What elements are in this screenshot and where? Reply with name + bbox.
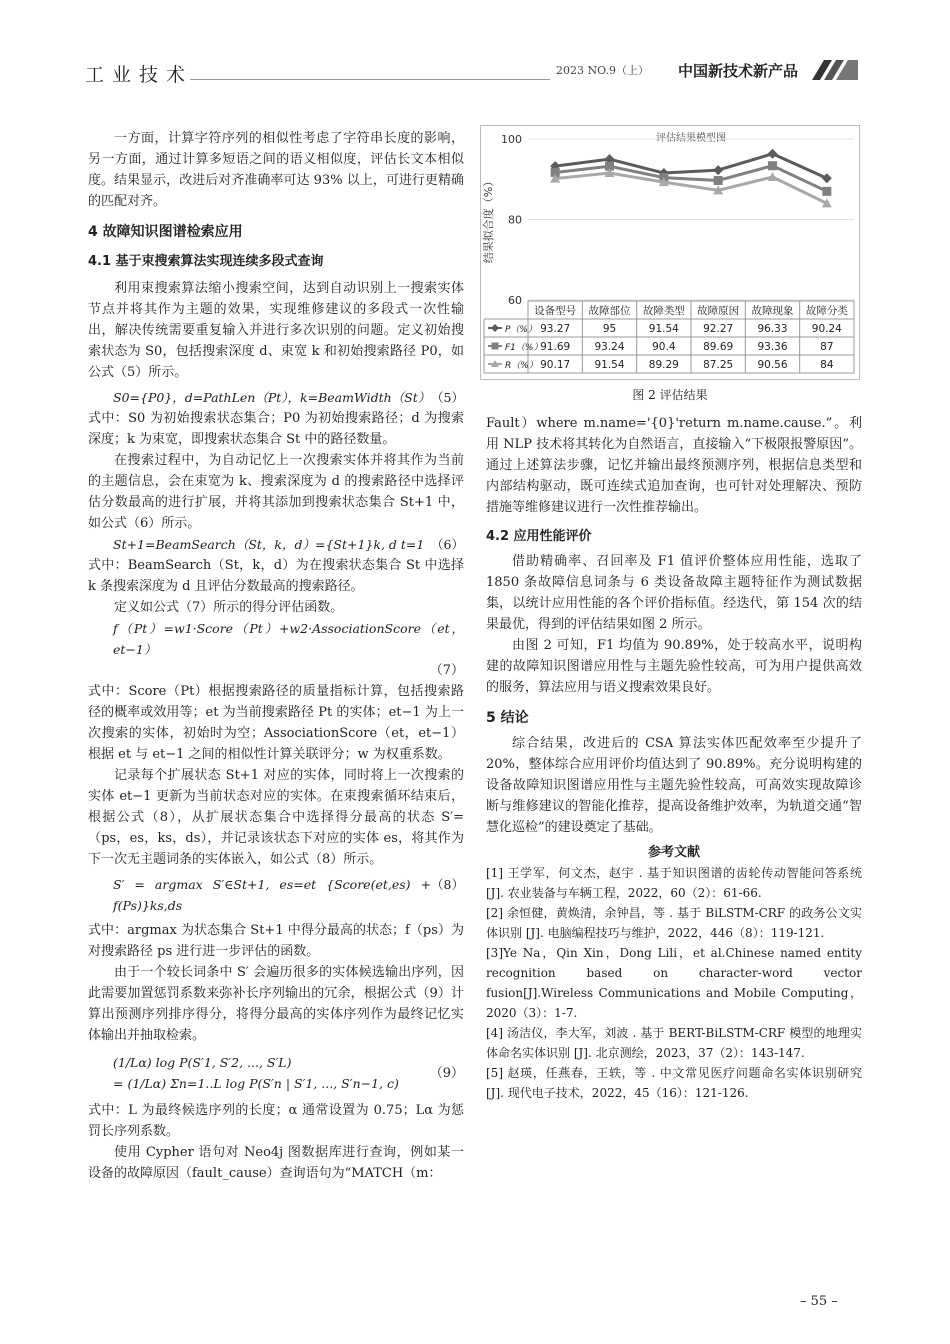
- equation-number: （9）: [429, 1065, 464, 1081]
- paragraph: 借助精确率、召回率及 F1 值评价整体应用性能，选取了 1850 条故障信息词条与 6 类设备故障主题特征作为测试数据集，以统计应用性能的各个评价指标值。经迭代，第 154 次的结果最优，得到的评估结果如图 2 所示。: [486, 554, 862, 632]
- data-label: 95: [602, 323, 617, 335]
- right-column: [486, 413, 862, 1103]
- data-label: 93.36: [757, 341, 788, 353]
- paragraph: 一方面，计算字符序列的相似性考虑了字符串长度的影响，另一方面，通过计算多短语之间的语义相似度，评估长文本相似度。结果显示，改进后对齐准确率可达 93% 以上，可进行更精确的匹配对齐。: [88, 131, 464, 209]
- formula-line: = (1/Lα) Σn=1..L log P(S′n | S′1, ..., S′n−1, c): [113, 1076, 399, 1091]
- y-tick-label: 80: [508, 213, 522, 227]
- x-tick-label: 故障原因: [697, 305, 740, 317]
- magazine-logo: [812, 58, 860, 82]
- equation-number: （6）: [431, 537, 464, 552]
- data-label: 90.56: [757, 359, 788, 371]
- formula-5: [88, 387, 464, 408]
- x-tick-label: 故障部位: [588, 305, 631, 317]
- figure-caption: 图 2 评估结果: [632, 388, 708, 402]
- magazine-title: 中国新技术新产品: [678, 62, 799, 80]
- data-point: [714, 176, 723, 185]
- section-title: 工业技术: [85, 64, 194, 86]
- page-number: – 55 –: [800, 1294, 838, 1309]
- data-label: 87: [820, 341, 834, 353]
- formula-line: (1/Lα) log P(S′1, S′2, ..., S′L): [113, 1055, 292, 1070]
- reference-list: [486, 863, 862, 1103]
- data-label: 91.54: [594, 359, 625, 371]
- legend-marker: [492, 343, 499, 350]
- paragraph: 综合结果，改进后的 CSA 算法实体匹配效率至少提升了 20%，整体综合应用评价均值达到了 90.89%。充分说明构建的设备故障知识图谱应用性与主题先验性较高，可高效实现故障诊断与维修建议的智能化推荐，提高设备维护效率，为轨道交通“智慧化巡检”的建设奠定了基础。: [486, 736, 862, 835]
- equation-number: （8）: [431, 877, 464, 892]
- x-tick-label: 设备型号: [534, 305, 577, 317]
- data-label: 92.27: [703, 323, 734, 335]
- paragraph: 式中：S0 为初始搜索状态集合；P0 为初始搜索路径；d 为搜索深度；k 为束宽，即搜索状态集合 St 中的路径数量。: [88, 411, 464, 447]
- subsection-heading-4-2: 4.2 应用性能评价: [486, 529, 592, 544]
- data-label: 89.29: [648, 359, 679, 371]
- x-tick-label: 故障现象: [751, 305, 794, 317]
- reference-item: [2] 余恒健，黄焕清，余钟昌，等 . 基于 BiLSTM-CRF 的政务公文实体识别 [J]. 电脑编程技巧与维护，2022，446（8）：119-121.: [486, 906, 862, 940]
- equation-number: （7）: [429, 663, 464, 678]
- formula-text: S0={P0}，d=PathLen（Pt），k=BeamWidth（St）: [113, 390, 431, 405]
- data-label: 90.24: [811, 323, 842, 335]
- paragraph: 利用束搜索算法缩小搜索空间，达到自动识别上一搜索实体节点并将其作为主题的效果，实现维修建议的多段式一次性输出，解决传统需要重复输入并进行多次识别的问题。定义初始搜索状态为 S0，包括搜索深度 d、束宽 k 和初始搜索路径 P0，如公式（5）所示。: [88, 281, 464, 380]
- formula-8: [88, 874, 464, 916]
- data-label: 91.69: [540, 341, 571, 353]
- reference-item: [4] 汤洁仪，李大军，刘波 . 基于 BERT-BiLSTM-CRF 模型的地理实体命名实体识别 [J]. 北京测绘，2023，37（2）：143-147.: [486, 1026, 862, 1060]
- data-label: 90.4: [652, 341, 676, 353]
- paragraph: 使用 Cypher 语句对 Neo4j 图数据库进行查询，例如某一设备的故障原因（fault_cause）查询语句为“MATCH（m：: [88, 1145, 464, 1181]
- reference-item: [1] 王学军，何文杰，赵宇 . 基于知识图谱的齿轮传动智能问答系统 [J]. 农业装备与车辆工程，2022，60（2）：61-66.: [486, 866, 862, 900]
- x-tick-label: 故障分类: [805, 305, 848, 317]
- header-rule: [190, 79, 550, 80]
- y-axis-label: 结果拟合度（%）: [482, 175, 495, 264]
- paragraph: 式中：BeamSearch（St，k，d）为在搜索状态集合 St 中选择 k 条搜索深度为 d 且评估分数最高的搜索路径。: [88, 558, 464, 594]
- data-point: [768, 161, 777, 170]
- data-point: [822, 187, 831, 196]
- subsection-heading-4-1: 4.1 基于束搜索算法实现连续多段式查询: [88, 254, 324, 269]
- figure-2: [480, 125, 860, 380]
- data-point: [822, 173, 832, 183]
- paragraph: 记录每个扩展状态 St+1 对应的实体，同时将上一次搜索的实体 et−1 更新为当前状态对应的实体。在束搜索循环结束后，根据公式（8），从扩展状态集合中选择得分最高的状态 S′=（ps，es，ks，ds），并记录该状态下对应的实体 es，将其作为下一次无主题词条的实体嵌入，如公式（8）所示。: [88, 768, 464, 867]
- data-label: 93.27: [540, 323, 571, 335]
- legend-entry: F1（%）: [505, 343, 543, 353]
- equation-number: （5）: [431, 390, 464, 405]
- legend-marker: [491, 324, 499, 332]
- data-point: [713, 165, 723, 175]
- paragraph: 式中：argmax 为状态集合 St+1 中得分最高的状态；f（ps）为对搜索路径 ps 进行进一步评估的函数。: [88, 923, 464, 959]
- line-chart: [480, 125, 860, 380]
- y-tick-label: 60: [508, 294, 522, 307]
- formula-text: S′ = argmax S′∈St+1, es=et {Score(et,es) + f(Ps)}ks,ds: [113, 877, 432, 913]
- paragraph: 式中：L 为最终候选序列的长度；α 通常设置为 0.75；Lα 为惩罚长序列系数。: [88, 1103, 464, 1139]
- data-label: 87.25: [703, 359, 734, 371]
- data-label: 84: [820, 359, 834, 371]
- chart-title: 评估结果模型图: [656, 133, 726, 144]
- data-point: [768, 149, 778, 159]
- formula-9: [88, 1052, 464, 1094]
- references-heading: 参考文献: [647, 845, 700, 860]
- left-column: [88, 128, 464, 1184]
- paragraph: 定义如公式（7）所示的得分评估函数。: [114, 600, 344, 615]
- reference-item: [3]Ye Na，Qin Xin，Dong Lili，et al.Chinese named entity recognition based on character-word vector fusion[J].Wireless Communications and Mobile Computing，2020（3）：1-7.: [486, 946, 862, 1020]
- y-tick-label: 100: [501, 133, 522, 146]
- section-heading-5: 5 结论: [486, 710, 529, 726]
- formula-6: [88, 534, 464, 555]
- formula-text: St+1=BeamSearch（St，k，d）={St+1}k, d t=1: [113, 537, 425, 552]
- paragraph: 式中：Score（Pt）根据搜索路径的质量指标计算，包括搜索路径的概率或效用等；et 为当前搜索路径 Pt 的实体；et−1 为上一次搜索的实体，初始时为空；AssociationScore（et，et−1）根据 et 与 et−1 之间的相似性计算关联评分；w 为权重系数。: [88, 684, 464, 762]
- data-label: 90.17: [540, 359, 571, 371]
- reference-item: [5] 赵瑛，任燕春，王轶，等 . 中文常见医疗问题命名实体识别研究 [J]. 现代电子技术，2022，45（16）：121-126.: [486, 1066, 862, 1100]
- formula-7: f（Pt）=w1·Score（Pt）+w2·AssociationScore（et，et−1）: [113, 621, 464, 657]
- paragraph: Fault）where m.name='{0}'return m.name.cause.”。利用 NLP 技术将其转化为自然语言，直接输入“下极限报警原因”。通过上述算法步骤，记忆并输出最终预测序列，根据信息类型和内部结构驱动，既可连续式追加查询，也可针对处理解决、预防措施等维修建议进行一次性推荐输出。: [486, 416, 862, 515]
- paragraph: 在搜索过程中，为自动记忆上一次搜索实体并将其作为当前的主题信息，会在束宽为 k、搜索深度为 d 的搜索路径中选择评估分数最高的进行扩展，并将其添加到搜索状态集合 St+1 中，如公式（6）所示。: [88, 453, 464, 531]
- data-label: 96.33: [757, 323, 788, 335]
- legend-entry: R（%）: [505, 361, 538, 371]
- data-label: 89.69: [703, 341, 734, 353]
- data-label: 91.54: [648, 323, 679, 335]
- paragraph: 由图 2 可知，F1 均值为 90.89%，处于较高水平，说明构建的故障知识图谱应用性与主题先验性较高，可为用户提供高效的服务，算法应用与语义搜索效果良好。: [486, 638, 862, 695]
- data-label: 93.24: [594, 341, 625, 353]
- legend-entry: P（%）: [505, 325, 537, 335]
- issue-label: 2023 NO.9（上）: [556, 64, 649, 77]
- section-heading-4: 4 故障知识图谱检索应用: [88, 224, 243, 240]
- x-tick-label: 故障类型: [642, 305, 685, 317]
- paragraph: 由于一个较长词条中 S′ 会遍历很多的实体候选输出序列，因此需要加置惩罚系数来弥补长序列输出的冗余，根据公式（9）计算出预测序列排序得分，将得分最高的实体序列作为最终记忆实体输出并抽取检索。: [88, 965, 464, 1043]
